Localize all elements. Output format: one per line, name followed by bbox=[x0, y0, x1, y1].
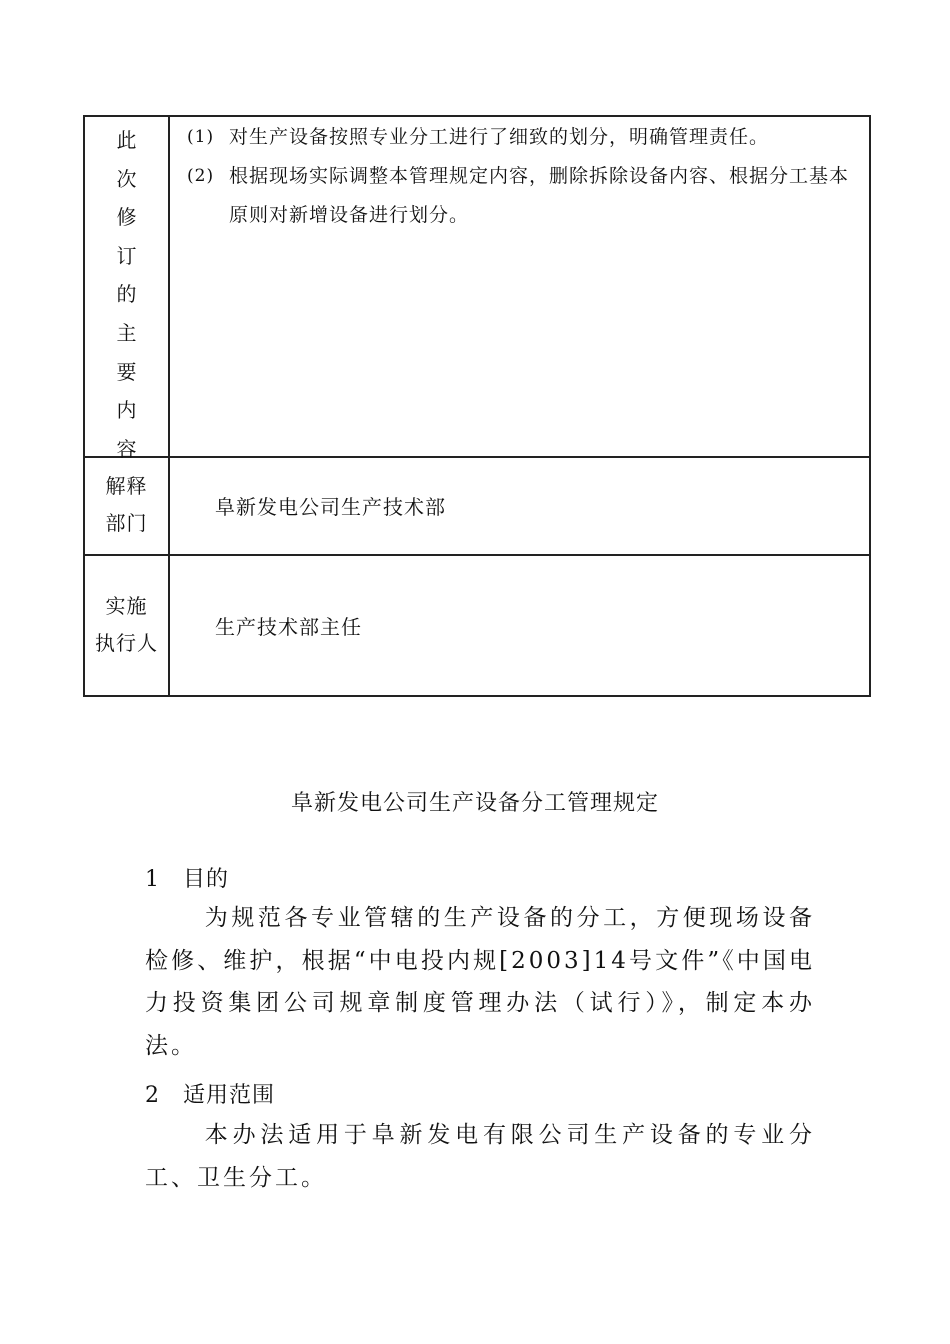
section-heading-text: 适用范围 bbox=[183, 1083, 276, 1108]
revision-item bbox=[187, 157, 859, 235]
revision-content-row bbox=[85, 117, 869, 461]
interpreting-dept-label bbox=[85, 468, 168, 542]
label-char: 容 bbox=[116, 436, 137, 461]
section-heading bbox=[145, 862, 229, 893]
section-paragraph: 为规范各专业管辖的生产设备的分工，方便现场设备检修、维护，根据“中电投内规[2003]14号文件”《中国电力投资集团公司规章制度管理办法（试行）》，制定本办法。 bbox=[145, 905, 815, 1059]
executor-row bbox=[85, 556, 869, 697]
section-number: 2 bbox=[145, 1083, 160, 1108]
column-divider bbox=[168, 458, 170, 554]
label-line: 执行人 bbox=[95, 631, 158, 655]
column-divider bbox=[168, 556, 170, 697]
label-char: 的 bbox=[116, 282, 137, 307]
interpreting-dept-row bbox=[85, 458, 869, 556]
revision-item-text: 根据现场实际调整本管理规定内容，删除拆除设备内容、根据分工基本原则对新增设备进行划分。 bbox=[229, 165, 850, 226]
revision-item bbox=[187, 118, 859, 157]
executor-value: 生产技术部主任 bbox=[215, 615, 362, 639]
label-line: 实施 bbox=[105, 594, 148, 618]
revision-item-number: (1) bbox=[187, 127, 215, 147]
executor-label bbox=[85, 588, 168, 662]
label-char: 此 bbox=[116, 128, 137, 152]
label-line: 解释 bbox=[105, 474, 148, 498]
section-paragraph: 本办法适用于阜新发电有限公司生产设备的专业分工、卫生分工。 bbox=[145, 1122, 815, 1191]
document-title: 阜新发电公司生产设备分工管理规定 bbox=[290, 791, 659, 816]
section-heading-text: 目的 bbox=[183, 867, 230, 892]
label-char: 要 bbox=[116, 359, 137, 384]
label-char: 主 bbox=[116, 320, 137, 345]
section-number: 1 bbox=[145, 867, 160, 892]
label-char: 订 bbox=[116, 243, 137, 268]
label-char: 修 bbox=[116, 205, 137, 230]
column-divider bbox=[168, 117, 170, 456]
revision-item-text: 对生产设备按照专业分工进行了细致的划分，明确管理责任。 bbox=[229, 126, 770, 148]
revision-content-label bbox=[85, 121, 168, 468]
label-char: 内 bbox=[116, 398, 137, 423]
label-char: 次 bbox=[116, 166, 137, 191]
interpreting-dept-value: 阜新发电公司生产技术部 bbox=[215, 495, 446, 519]
section-heading bbox=[145, 1078, 275, 1109]
revision-item-number: (2) bbox=[187, 166, 215, 186]
label-line: 部门 bbox=[105, 511, 148, 535]
revision-table bbox=[83, 115, 871, 697]
